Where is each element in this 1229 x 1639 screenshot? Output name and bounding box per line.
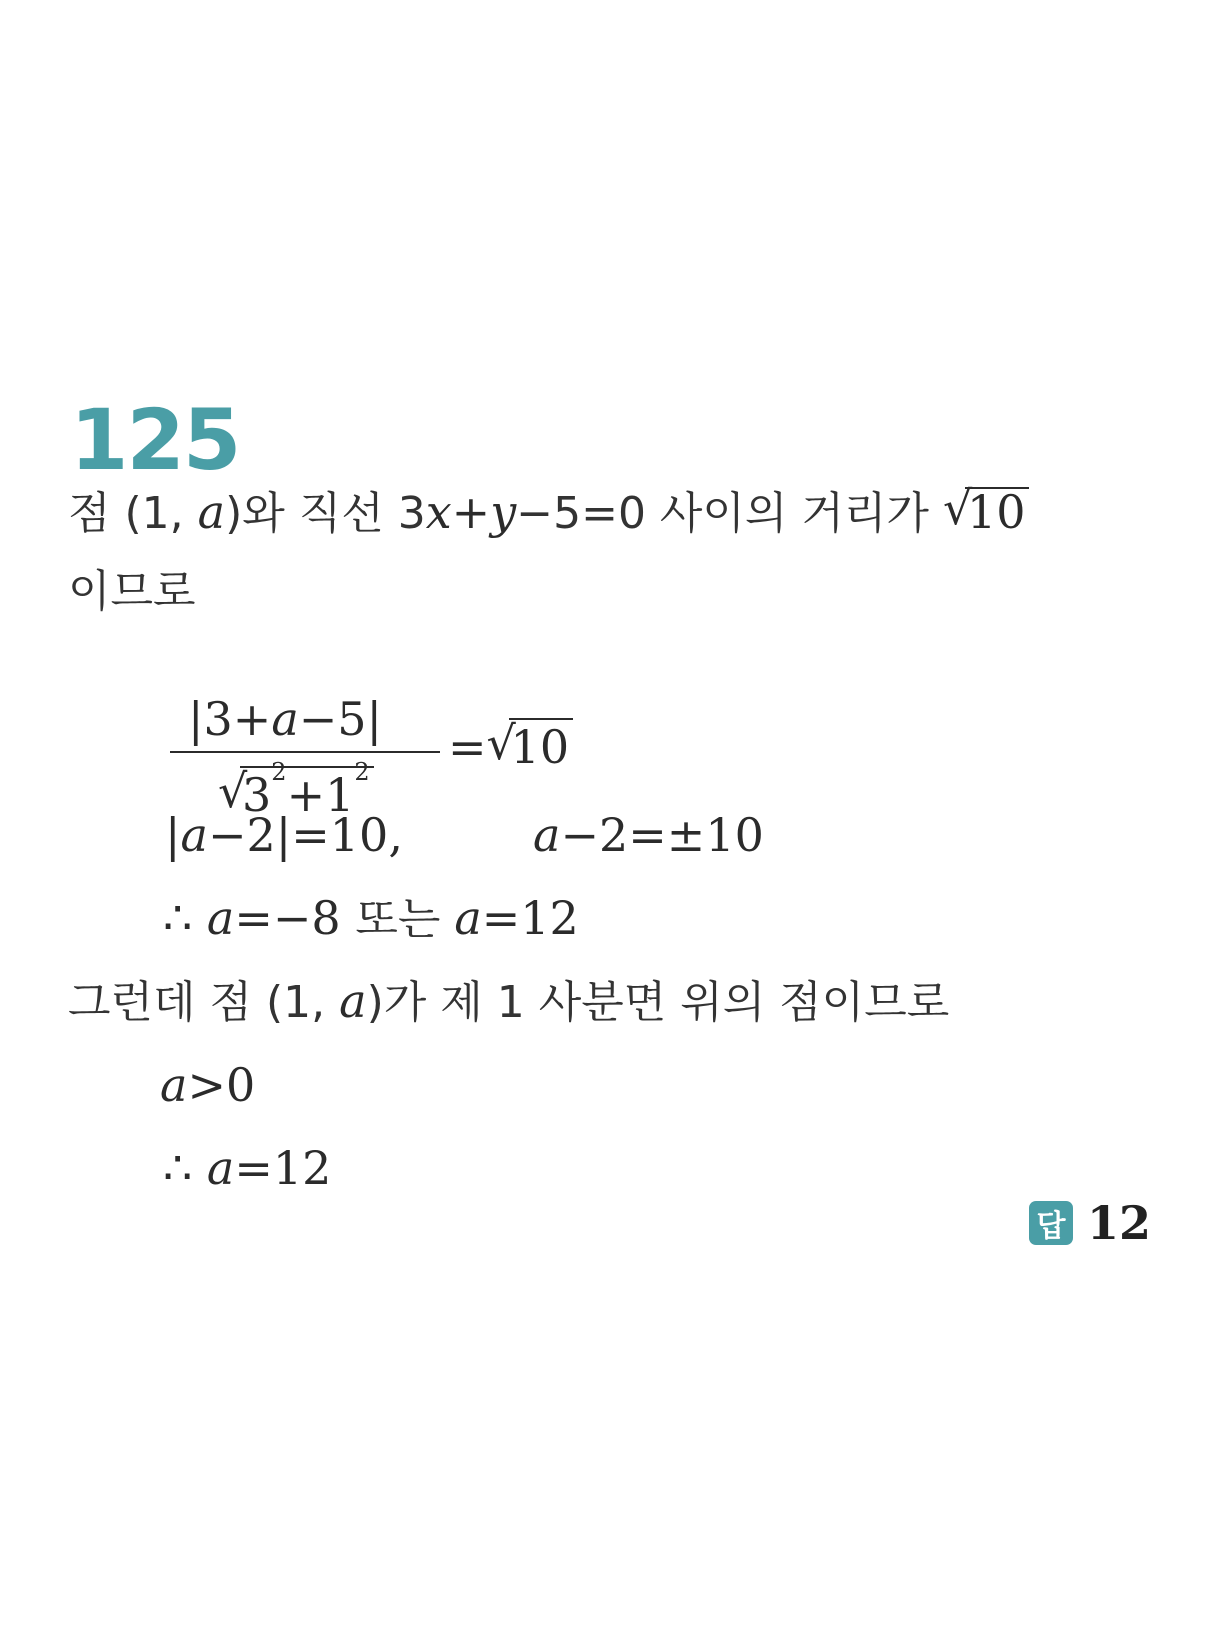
l8-rest: =12 (234, 1141, 332, 1195)
fraction-bar (170, 751, 440, 753)
problem-number: 125 (70, 391, 240, 489)
l5-var-a2: a (454, 891, 482, 945)
therefore-symbol: ∴ (163, 891, 207, 945)
condition-line (68, 974, 950, 1028)
radicand-rhs: 10 (509, 718, 574, 774)
answer-badge: 답 (1029, 1201, 1073, 1245)
line1-text-1: 점 (1, (68, 488, 198, 539)
equals-sign: = (448, 720, 487, 774)
solutions-line (163, 891, 579, 945)
var-y: y (490, 485, 517, 539)
l5-kr: 또는 (355, 894, 455, 945)
den-mid: +1 (286, 768, 355, 822)
l4-var-a2: a (533, 808, 561, 862)
l4-p3: −2=±10 (560, 808, 764, 862)
l6-var-a: a (339, 974, 367, 1028)
final-line (163, 1141, 332, 1195)
l4-p1: | (165, 808, 181, 862)
positivity-line (160, 1058, 256, 1112)
l8-var-a: a (206, 1141, 235, 1195)
radical-icon: √ (218, 764, 248, 818)
l5-p1: =−8 (234, 891, 356, 945)
therefore-symbol-2: ∴ (163, 1141, 207, 1195)
equals-sqrt-10 (448, 718, 573, 774)
num-post: −5| (298, 692, 383, 746)
l4-p2: −2|=10, (207, 808, 403, 862)
radical-icon: √ (942, 481, 973, 535)
line1-text-3: −5=0 사이의 거리가 (516, 488, 943, 539)
radicand: 10 (965, 487, 1030, 535)
plus-sign: + (451, 485, 491, 539)
num-var-a: a (271, 692, 299, 746)
sqrt-10-rhs (487, 718, 574, 774)
l7-var-a: a (160, 1058, 188, 1112)
den-base: 3 (242, 768, 272, 822)
fraction-numerator (188, 692, 382, 746)
l5-p2: =12 (481, 891, 579, 945)
answer-value: 12 (1086, 1196, 1151, 1250)
l5-var-a1: a (206, 891, 235, 945)
statement-line-1 (68, 481, 1029, 539)
var-x: x (425, 485, 452, 539)
radical-icon: √ (486, 716, 516, 770)
statement-line-2: 이므로 (68, 566, 196, 617)
num-pre: |3+ (188, 692, 272, 746)
abs-equation-line (165, 808, 403, 862)
l6-text-1: 그런데 점 (1, (68, 977, 340, 1028)
var-a: a (197, 485, 226, 539)
sqrt-10 (942, 481, 1030, 539)
den-exponent-1: 2 (271, 758, 287, 786)
l7-rest: >0 (187, 1058, 256, 1112)
l4-var-a1: a (180, 808, 208, 862)
l6-text-2: )가 제 1 사분면 위의 점이므로 (366, 977, 950, 1028)
answer (1029, 1196, 1151, 1250)
den-exponent-2: 2 (354, 758, 370, 786)
plus-minus-equation (533, 808, 764, 862)
line1-text-2: )와 직선 3 (225, 488, 426, 539)
